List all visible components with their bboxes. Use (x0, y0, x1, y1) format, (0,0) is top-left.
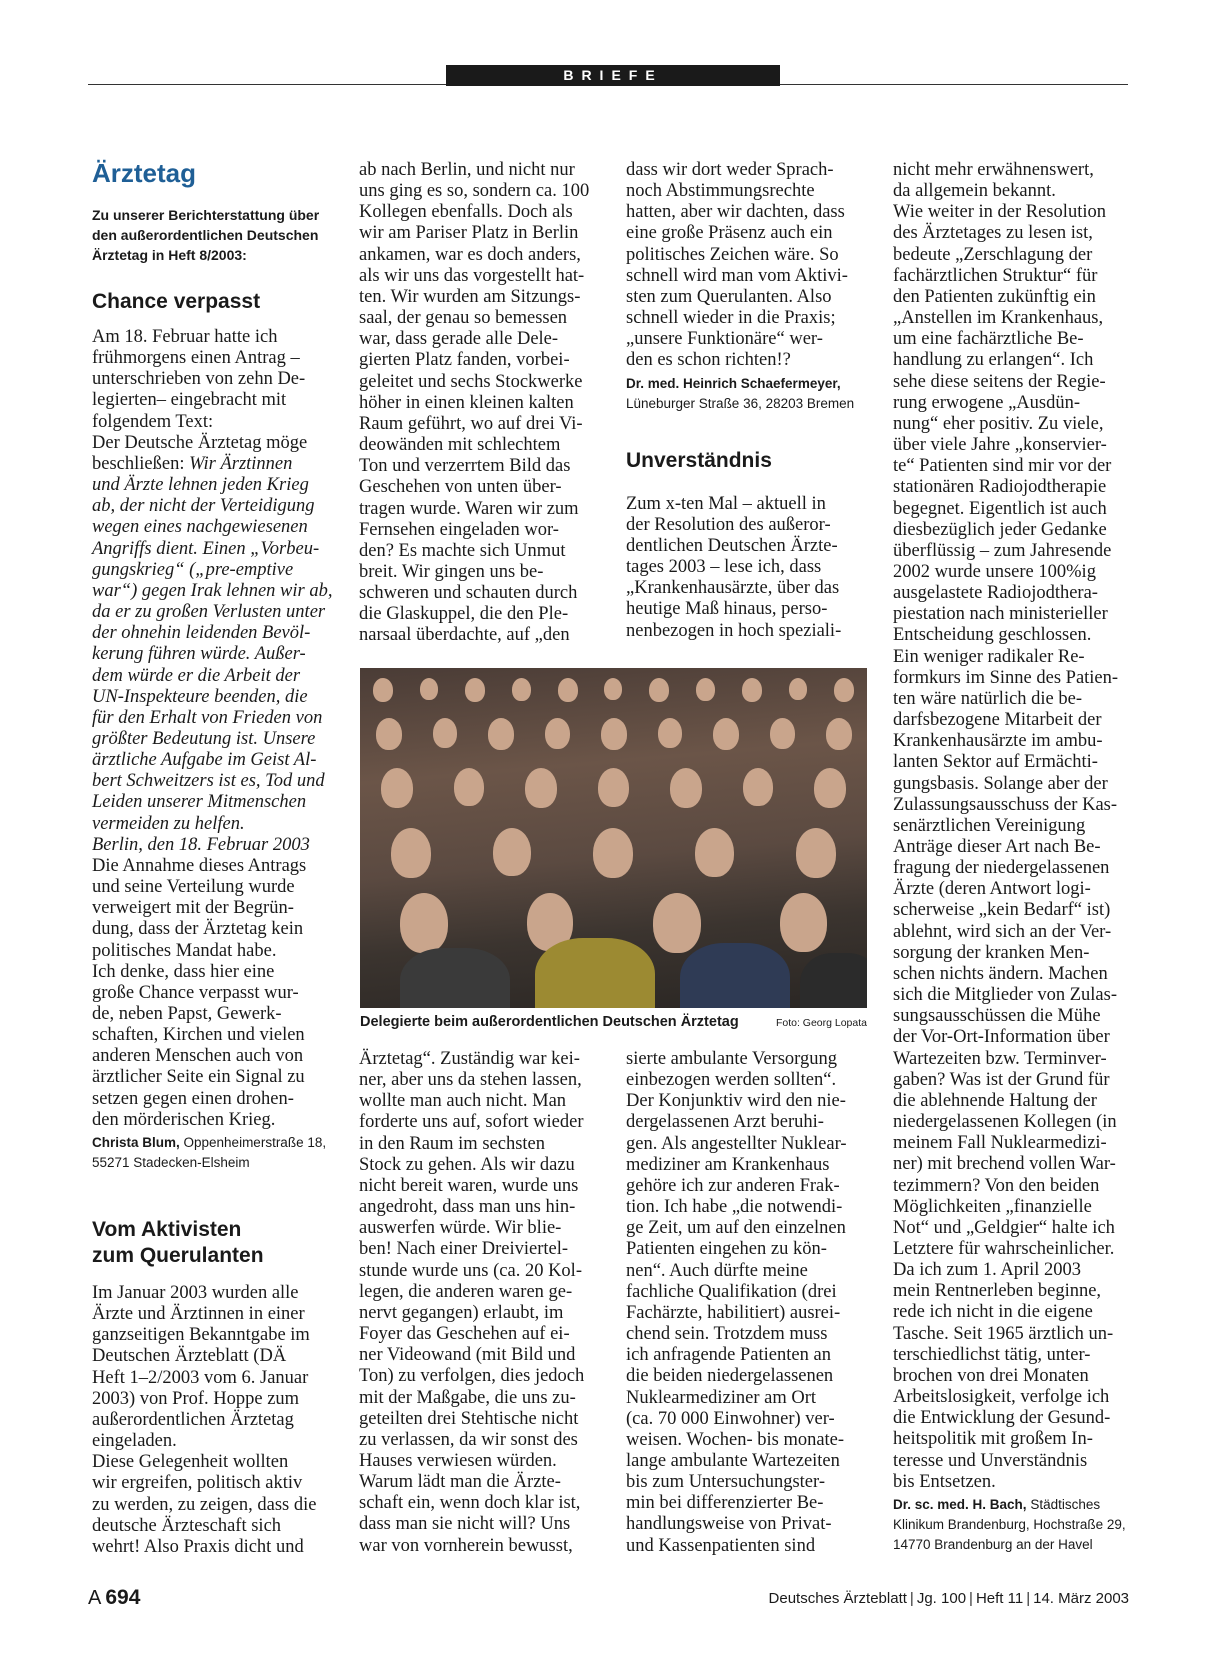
journal-name: Deutsches Ärzteblatt (768, 1590, 907, 1607)
column-1 (92, 158, 337, 1558)
letter-1-paragraph-2: Die Annahme dieses Antrags und seine Verteilung wurde verweigert mit der Begrün- dung, dass der Ärztetag kein politisches Mandat habe. Ich denke, dass hier eine große Chance verpasst wur- de, neben Papst, Gewerk- schaften, Kirchen und vielen anderen Menschen auch von ärztlicher Seite ein Signal zu setzen gegen einen drohen- den mörderischen Krieg. (92, 855, 307, 1130)
letter-3-col3-top: Zum x-ten Mal – aktuell in der Resolution des außeror- dentlichen Deutschen Ärzte- tages 2003 – lese ich, dass „Krankenhausärzte, über das heutige Maß hinaus, perso- nenbezogen in hoch speziali- (626, 493, 842, 641)
letter-2-col3: dass wir dort weder Sprach- noch Abstimmungsrechte hatten, aber wir dachten, dass eine große Präsenz auch ein politisches Zeichen wäre. So schnell wird man vom Aktivi- sten zum Querulanten. Also schnell wieder in die Praxis; „unsere Funktionäre“ wer- den es schon richten!? (626, 160, 848, 371)
delegates-photo (360, 668, 867, 1008)
letter-1-signature: Christa Blum, Oppenheimerstraße 18, 55271 Stadecken-Elsheim (92, 1134, 327, 1170)
journal-volume: Jg. 100 (916, 1590, 967, 1607)
letter-2-signature: Dr. med. Heinrich Schaefermeyer, Lüneburger Straße 36, 28203 Bremen (626, 375, 855, 411)
letter-2-title: Vom Aktivisten zum Querulanten (92, 1217, 264, 1267)
section-header: BRIEFE (446, 65, 780, 86)
journal-footer: Deutsches Ärzteblatt | Jg. 100 | Heft 11 | 14. März 2003 (768, 1590, 1129, 1607)
photo-credit: Foto: Georg Lopata (775, 1017, 867, 1029)
page-number: A 694 (88, 1586, 141, 1609)
article-title: Ärztetag (92, 158, 197, 188)
letter-3-title: Unverständnis (626, 448, 772, 472)
letter-1-body (92, 327, 337, 1131)
letter-2-col2-top: ab nach Berlin, und nicht nur uns ging es so, sondern ca. 100 Kollegen ebenfalls. Doch als wir am Pariser Platz in Berlin ankamen, war es doch anders, als wir uns das vorgestellt hat- ten. Wir wurden am Sitzungs- saal, der genau so bemessen war, dass gerade alle Dele- gierten Platz fanden, vorbei- geleitet und sechs Stockwerke höher in einen kleinen kalten Raum geführt, wo auf drei Vi- deowänden mit schlechtem Ton und verzerrtem Bild das Geschehen von unten über- tragen wurde. Waren wir zum Fernsehen eingeladen wor- den? Es machte sich Unmut breit. Wir gingen uns be- schweren und schauten durch die Glaskuppel, die den Ple- narsaal überdachte, auf „den (359, 160, 590, 646)
column-4 (893, 160, 1138, 1555)
photo-caption-text: Delegierte beim außerordentlichen Deutschen Ärztetag (360, 1014, 739, 1030)
letter-1-paragraph-1: Am 18. Februar hatte ich frühmorgens einen Antrag – unterschrieben von zehn De- legierten– eingebracht mit folgendem Text: Der Deutsche Ärztetag möge beschließen: (92, 327, 308, 474)
letter-1-quote: Wir Ärztinnen und Ärzte lehnen jeden Krieg ab, der nicht der Verteidigung wegen eines nachgewiesenen Angriffs dient. Einen „Vorbeu- gungskrieg“ („pre-emptive war“) gegen Irak lehnen wir ab, da er zu großen Verlusten unter der ohnehin leidenden Bevöl- kerung führen würde. Außer- dem würde er die Arbeit der UN-Inspekteure beenden, die für den Erhalt von Frieden von größter Bedeutung ist. Unsere ärztliche Aufgabe im Geist Al- bert Schweitzers ist es, Tod und Leiden unserer Mitmenschen vermeiden zu helfen. Berlin, den 18. Februar 2003 (92, 453, 333, 855)
article-intro: Zu unserer Berichterstattung über den außerordentlichen Deutschen Ärztetag in Heft 8/2003: (92, 207, 320, 263)
letter-3-signature: Dr. sc. med. H. Bach, Städtisches Klinikum Brandenburg, Hochstraße 29, 14770 Brandenburg an der Havel (893, 1496, 1126, 1552)
letter-2-col1: Im Januar 2003 wurden alle Ärzte und Ärztinnen in einer ganzseitigen Bekanntgabe im Deutschen Ärzteblatt (DÄ Heft 1–2/2003 vom 6. Januar 2003) von Prof. Hoppe zum außerordentlichen Ärztetag eingeladen. Diese Gelegenheit wollten wir ergreifen, politisch aktiv zu werden, zu zeigen, dass die deutsche Ärzteschaft sich wehrt! Also Praxis dicht und (92, 1282, 317, 1557)
letter-2-col2-bottom: Ärztetag“. Zuständig war kei- ner, aber uns da stehen lassen, wollte man auch nicht. Man forderte uns auf, sofort wieder in den Raum im sechsten Stock zu gehen. Als wir dazu nicht bereit waren, wurde uns angedroht, dass man uns hin- auswerfen würde. Wir blie- ben! Nach einer Dreiviertel- stunde wurde uns (ca. 20 Kol- legen, die anderen waren ge- nervt gegangen) erlaubt, im Foyer das Geschehen auf ei- ner Videowand (mit Bild und Ton) zu verfolgen, dies jedoch mit der Maßgabe, die uns zu- geteilten drei Stehtische nicht zu verlassen, da wir sonst des Hauses verwiesen würden. Warum lädt man die Ärzte- schaft ein, wenn doch klar ist, dass man sie nicht will? Uns war von vornherein bewusst, (359, 1049, 585, 1556)
letter-1-title: Chance verpasst (92, 290, 261, 313)
letter-3-col3-bottom: sierte ambulante Versorgung einbezogen werden sollten“. Der Konjunktiv wird den nie- dergelassenen Arzt beruhi- gen. Als angestellter Nuklear- mediziner am Krankenhaus gehöre ich zur anderen Frak- tion. Ich habe „die notwendi- ge Zeit, um auf den einzelnen Patienten eingehen zu kön- nen“. Auch dürfte meine fachliche Qualifikation (drei Fachärzte, habilitiert) ausrei- chend sein. Trotzdem muss ich anfragende Patienten an die beiden niedergelassenen Nuklearmediziner am Ort (ca. 70 000 Einwohner) ver- weisen. Wochen- bis monate- lange ambulante Wartezeiten bis zum Untersuchungster- min bei differenzierter Be- handlungsweise von Privat- und Kassenpatienten sind (626, 1049, 847, 1556)
photo-caption (360, 1014, 867, 1030)
column-3-top (626, 160, 871, 642)
journal-date: 14. März 2003 (1033, 1590, 1129, 1607)
journal-issue: Heft 11 (975, 1590, 1024, 1607)
letter-3-col4: nicht mehr erwähnenswert, da allgemein bekannt. Wie weiter in der Resolution des Ärztetages zu lesen ist, bedeute „Zerschlagung der fachärztlichen Struktur“ für den Patienten zukünftig ein „Anstellen im Krankenhaus, um eine fachärztliche Be- handlung zu erlangen“. Ich sehe diese seitens der Regie- rung erwogene „Ausdün- nung“ eher positiv. Zu viele, über viele Jahre „konservier- te“ Patienten sind mir vor der stationären Radiojodtherapie begegnet. Eigentlich ist auch diesbezüglich jeder Gedanke überflüssig – zum Jahresende 2002 wurde unsere 100%ig ausgelastete Radiojodthera- piestation nach ministerieller Entscheidung geschlossen. Ein weniger radikaler Re- formkurs im Sinne des Patien- ten wäre natürlich die be- darfsbezogene Mitarbeit der Krankenhausärzte im ambu- lanten Sektor auf Ermächti- gungsbasis. Solange aber der Zulassungsausschuss der Kas- senärztlichen Vereinigung Anträge dieser Art nach Be- fragung der niedergelassenen Ärzte (deren Antwort logi- scherweise „kein Bedarf“ ist) ablehnt, wird sich an der Ver- sorgung der kranken Men- schen nichts ändern. Machen sich die Mitglieder von Zulas- sungsausschüssen die Mühe der Vor-Ort-Information über Wartezeiten bzw. Terminver- gaben? Was ist der Grund für die ablehnende Haltung der niedergelassenen Kollegen (in meinem Fall Nuklearmedizi- ner) mit brechend vollen War- tezimmern? Von den beiden Möglichkeiten „finanzielle Not“ und „Geldgier“ halte ich Letztere für wahrscheinlicher. Da ich zum 1. April 2003 mein Rentnerleben beginne, rede ich nicht in die eigene Tasche. Seit 1965 ärztlich un- terschiedlichst tätig, unter- brochen von drei Monaten Arbeitslosigkeit, verfolge ich die Entwicklung der Gesund- heitspolitik mit großem In- teresse und Unverständnis bis Entsetzen. (893, 160, 1119, 1492)
